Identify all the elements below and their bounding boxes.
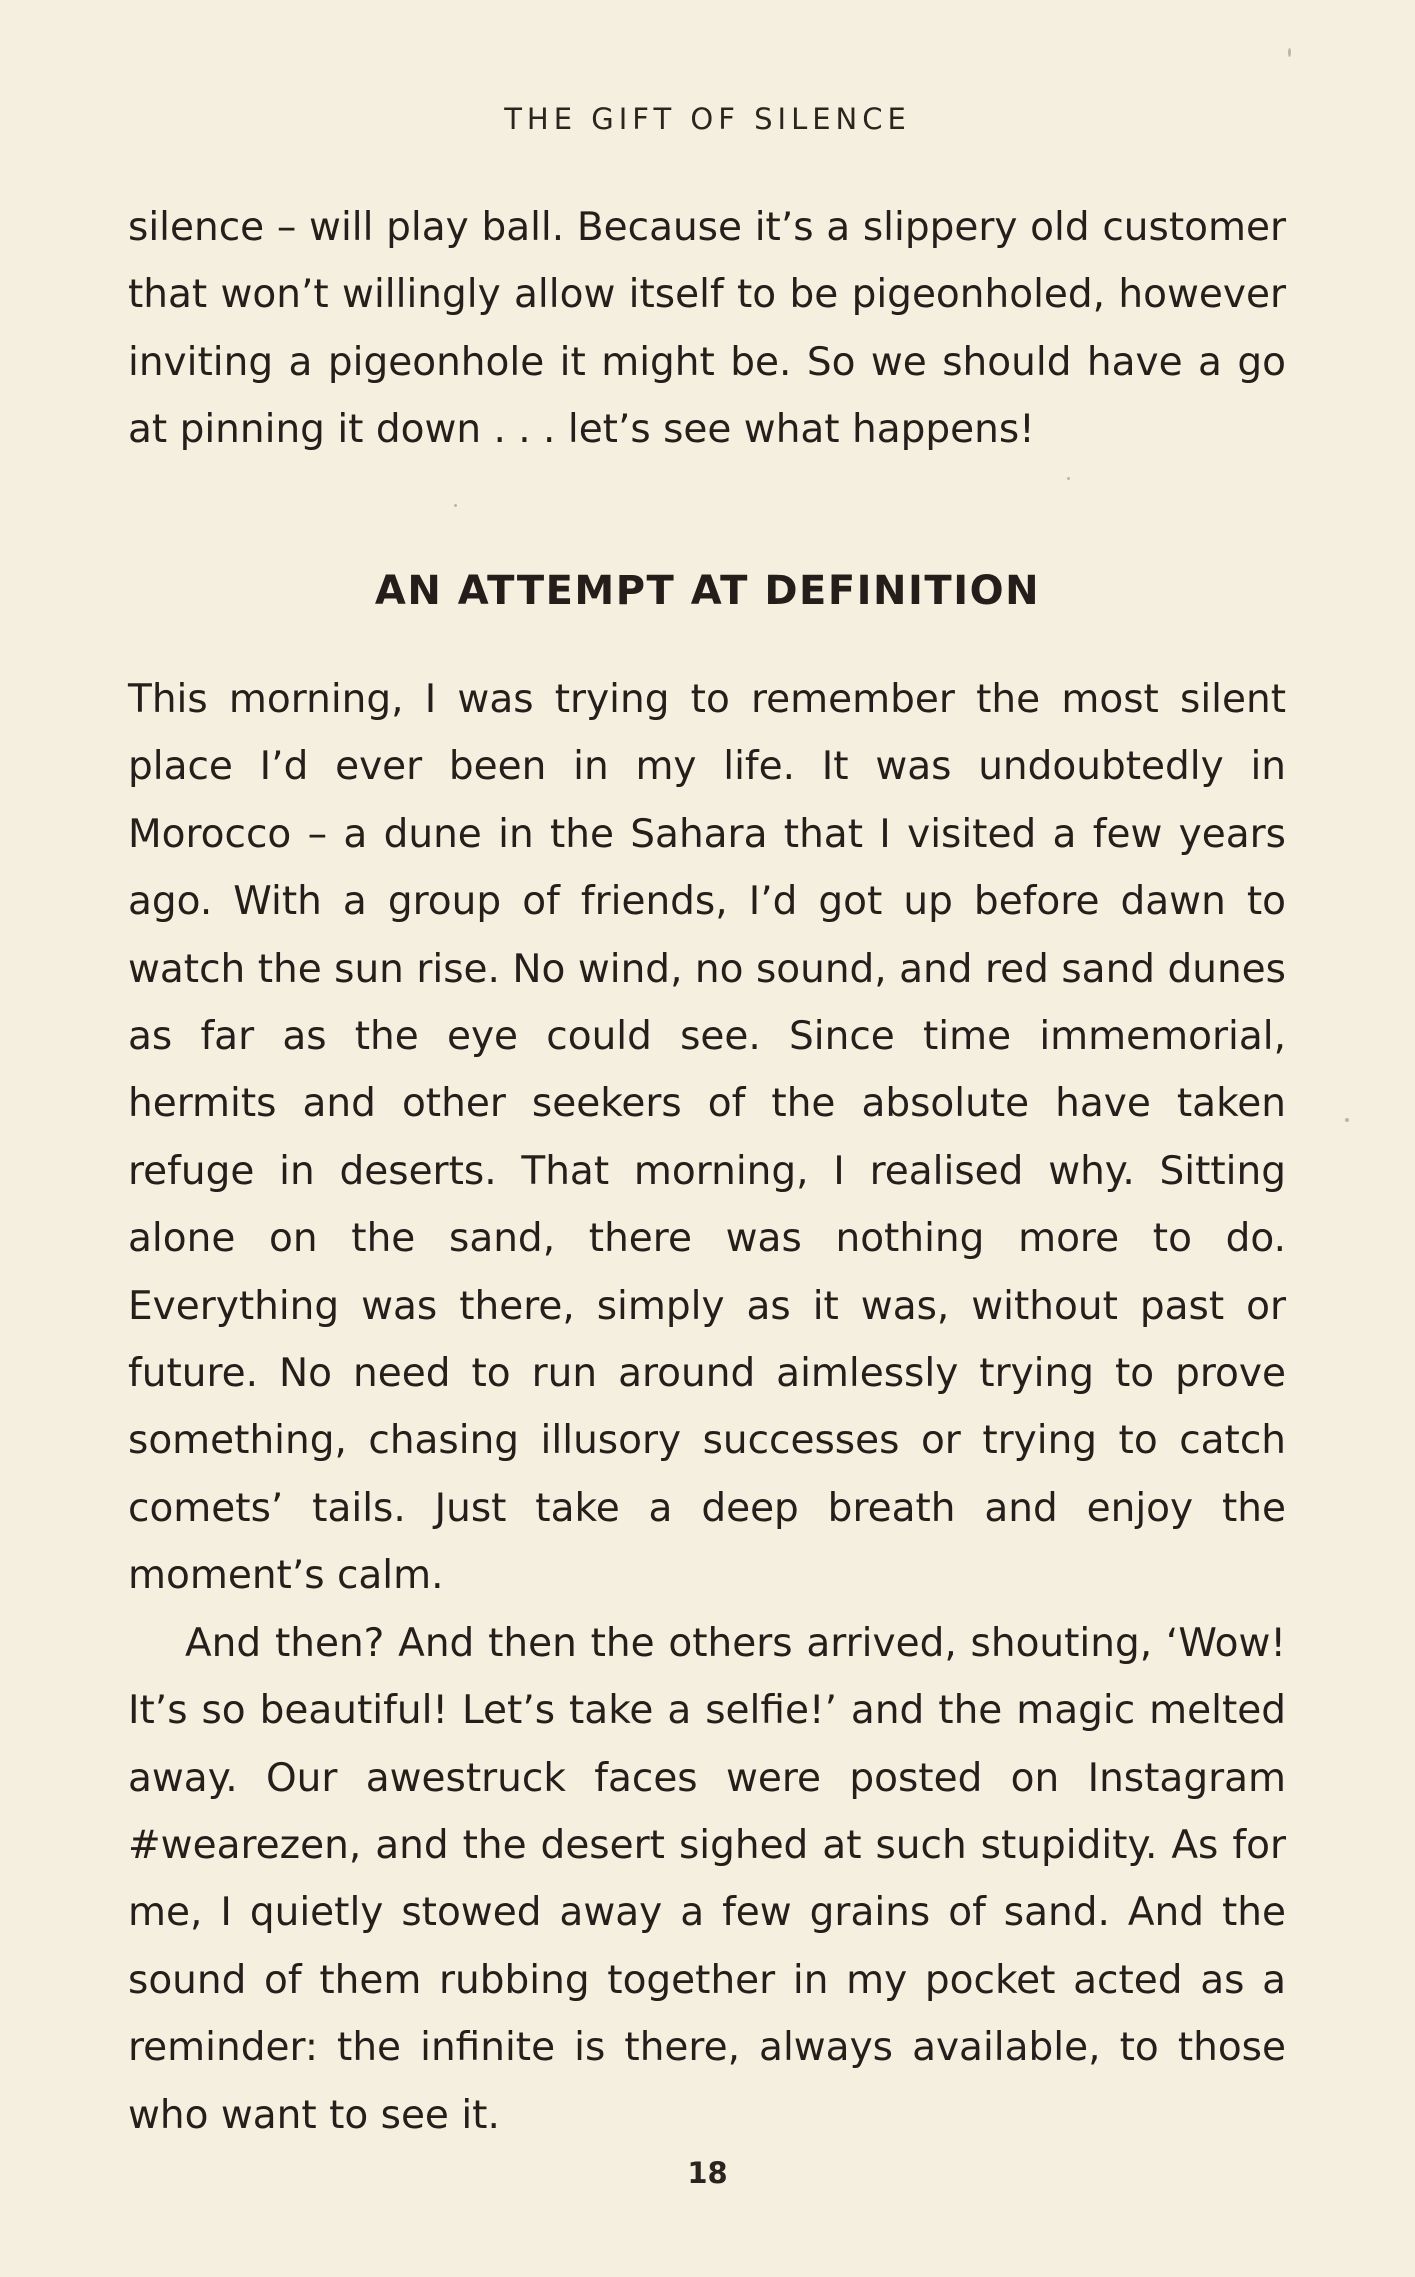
- paper-speck: [1288, 48, 1291, 57]
- paper-speck: [1345, 1118, 1349, 1122]
- opening-text-block: [128, 194, 1286, 464]
- body-paragraph-1: This morning, I was trying to remember the most silent place I’d ever been in my life. It was undoubtedly in Morocco – a dune in the Sahara that I visited a few years ago. With a group of friends, I’d got up before dawn to watch the sun rise. No wind, no sound, and red sand dunes as far as the eye could see. Since time immemorial, hermits and other seekers of the absolute have taken refuge in deserts. That morning, I realised why. Sitting alone on the sand, there was nothing more to do. Everything was there, simply as it was, without past or future. No need to run around aimlessly trying to prove something, chasing illusory successes or trying to catch comets’ tails. Just take a deep breath and enjoy the moment’s calm.: [128, 677, 1286, 1599]
- paper-speck: [1067, 477, 1070, 480]
- body-paragraph-2: And then? And then the others arrived, shouting, ‘Wow! It’s so beautiful! Let’s take a selfie!’ and the magic melted away. Our awestruck faces were posted on Instagram #wearezen, and the desert sighed at such stupidity. As for me, I quietly stowed away a few grains of sand. And the sound of them rubbing together in my pocket acted as a reminder: the infinite is there, always available, to those who want to see it.: [128, 1620, 1286, 2138]
- section-heading: AN ATTEMPT AT DEFINITION: [374, 568, 1041, 614]
- paper-speck: [454, 504, 457, 507]
- section-text-block: [128, 666, 1286, 2149]
- opening-paragraph: silence – will play ball. Because it’s a slippery old customer that won’t willingly allow itself to be pigeonholed, however inviting a pigeonhole it might be. So we should have a go at pinning it down . . . let’s see what happens!: [128, 205, 1286, 453]
- running-head: THE GIFT OF SILENCE: [504, 102, 911, 136]
- page-number: 18: [687, 2156, 728, 2190]
